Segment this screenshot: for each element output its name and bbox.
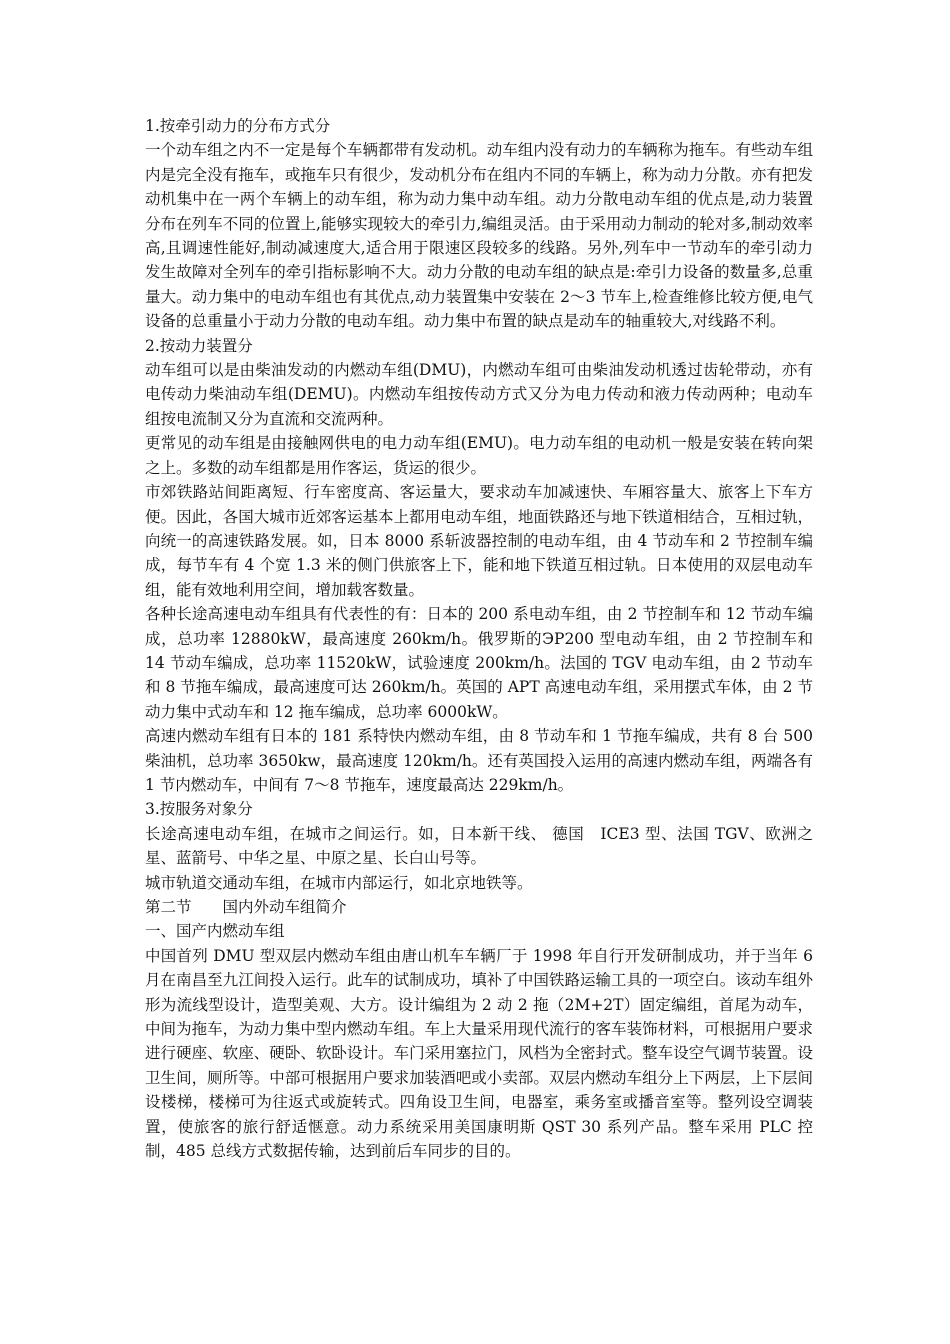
paragraph-long-distance-emu: 各种长途高速电动车组具有代表性的有：日本的 200 系电动车组，由 2 节控制车和 12 节动车编成，总功率 12880kW，最高速度 260km/h。俄罗斯的ЭР200 型电动车组，由 2 节控制车和 14 节动车编成，总功率 11520kW，试验速度 200km/h。法国的 TGV 电动车组，由 2 节动车和 8 节拖车编成，最高速度可达 260km/h。英国的 APT 高速电动车组，采用摆式车体，由 2 节动力集中式动车和 12 拖车编成，总功率 6000kW。 (145, 605, 813, 721)
paragraph-emu: 更常见的动车组是由接触网供电的电力动车组(EMU)。电力动车组的电动机一般是安装在转向架之上。多数的动车组都是用作客运，货运的很少。 (145, 434, 813, 477)
subsection-heading-domestic-dmu: 一、国产内燃动车组 (145, 922, 285, 941)
paragraph-dmu: 动车组可以是由柴油发动的内燃动车组(DMU)，内燃动车组可由柴油发动机透过齿轮带动，亦有电传动力柴油动车组(DEMU)。内燃动车组按传动方式又分为电力传动和液力传动两种；电动车组按电流制又分为直流和交流两种。 (145, 361, 813, 428)
section-heading-power-unit: 2.按动力装置分 (145, 336, 253, 355)
chapter-heading: 第二节 国内外动车组简介 (145, 898, 347, 916)
document-body (145, 114, 813, 1163)
paragraph-intercity: 长途高速电动车组，在城市之间运行。如，日本新干线、 德国 ICE3 型、法国 TGV、欧洲之星、蓝箭号、中华之星、中原之星、长白山号等。 (145, 824, 813, 868)
paragraph-domestic-dmu: 中国首列 DMU 型双层内燃动车组由唐山机车车辆厂于 1998 年自行开发研制成功，并于当年 6 月在南昌至九江间投入运行。此车的试制成功，填补了中国铁路运输工具的一项空白。该动车组外形为流线型设计，造型美观、大方。设计编组为 2 动 2 拖（2M+2T）固定编组，首尾为动车，中间为拖车，为动力集中型内燃动车组。车上大量采用现代流行的客车装饰材料，可根据用户要求进行硬座、软座、硬卧、软卧设计。车门采用塞拉门，风档为全密封式。整车设空气调节装置。设卫生间，厕所等。中部可根据用户要求加装酒吧或小卖部。双层内燃动车组分上下两层，上下层间设楼梯，楼梯可为往返式或旋转式。四角设卫生间，电器室，乘务室或播音室等。整列设空调装置，使旅客的旅行舒适惬意。动力系统采用美国康明斯 QST 30 系列产品。整车采用 PLC 控制，485 总线方式数据传输，达到前后车同步的目的。 (145, 946, 813, 1161)
section-heading-traction-distribution: 1.按牵引动力的分布方式分 (145, 117, 331, 135)
paragraph-suburban: 市郊铁路站间距离短、行车密度高、客运量大，要求动车加减速快、车厢容量大、旅客上下车方便。因此，各国大城市近郊客运基本上都用电动车组，地面铁路还与地下铁道相结合，互相过轨，向统一的高速铁路发展。如，日本 8000 系斩波器控制的电动车组，由 4 节动车和 2 节控制车编成，每节车有 4 个宽 1.3 米的侧门供旅客上下，能和地下铁道互相过轨。日本使用的双层电动车组，能有效地利用空间，增加载客数量。 (145, 483, 813, 599)
paragraph-urban-transit: 城市轨道交通动车组，在城市内部运行，如北京地铁等。 (145, 873, 533, 892)
paragraph-traction-distribution: 一个动车组之内不一定是每个车辆都带有发动机。动车组内没有动力的车辆称为拖车。有些动车组内是完全没有拖车，或拖车只有很少，发动机分布在组内不同的车辆上，称为动力分散。亦有把发动机集中在一两个车辆上的动车组，称为动力集中动车组。动力分散电动车组的优点是,动力装置分布在列车不同的位置上,能够实现较大的牵引力,编组灵活。由于采用动力制动的轮对多,制动效率高,且调速性能好,制动减速度大,适合用于限速区段较多的线路。另外,列车中一节动车的牵引动力发生故障对全列车的牵引指标影响不大。动力分散的电动车组的缺点是:牵引力设备的数量多,总重量大。动力集中的电动车组也有其优点,动力装置集中安装在 2～3 节车上,检查维修比较方便,电气设备的总重量小于动力分散的电动车组。动力集中布置的缺点是动车的轴重较大,对线路不利。 (145, 141, 813, 331)
section-heading-service: 3.按服务对象分 (145, 800, 253, 819)
paragraph-high-speed-dmu: 高速内燃动车组有日本的 181 系特快内燃动车组，由 8 节动车和 1 节拖车编成，共有 8 台 500 柴油机，总功率 3650kw，最高速度 120km/h。还有英国投入运用的高速内燃动车组，两端各有 1 节内燃动车，中间有 7～8 节拖车，速度最高达 229km/h。 (145, 727, 813, 794)
